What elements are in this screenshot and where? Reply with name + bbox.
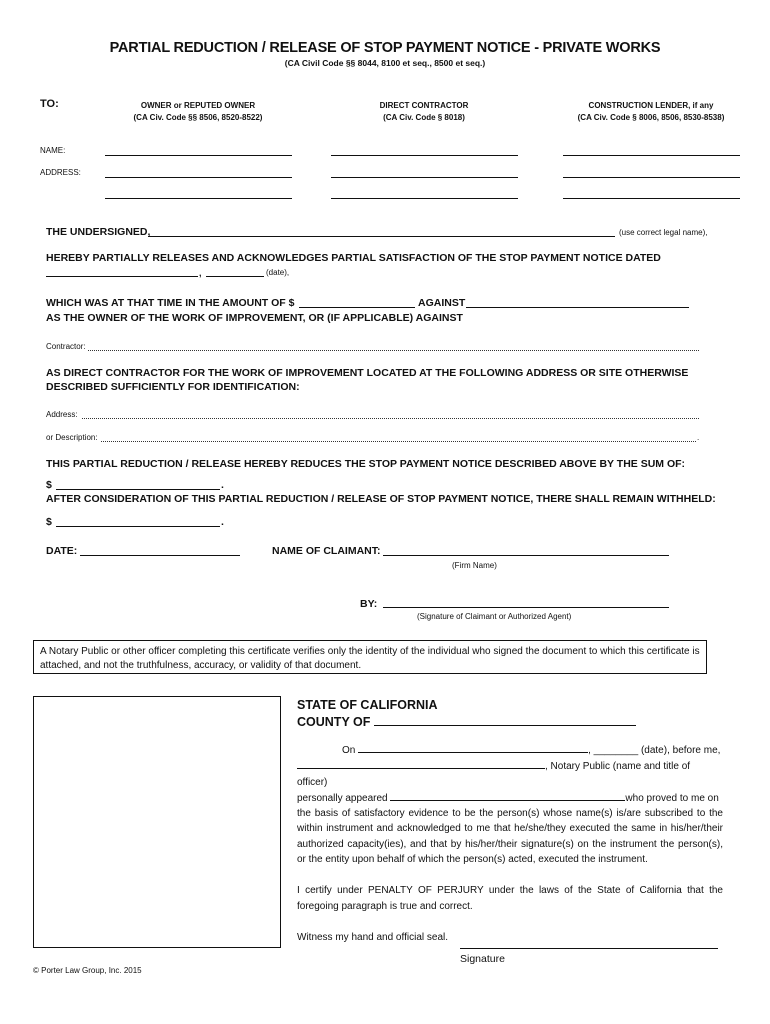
notary-venue [297, 697, 636, 731]
notary-notice-box [33, 640, 707, 674]
against-party-field[interactable] [466, 307, 689, 308]
signature-hint: (Signature of Claimant or Authorized Agent) [417, 612, 572, 621]
contractor-title: DIRECT CONTRACTOR [379, 101, 469, 110]
reduction-period: . [221, 479, 224, 491]
site-address-label: Address: [46, 410, 78, 419]
lender-address-field[interactable] [563, 177, 740, 178]
appeared-name-field[interactable] [390, 790, 625, 801]
on-label: On [342, 745, 356, 756]
contractor-address-field-2[interactable] [331, 198, 518, 199]
site-description-field[interactable] [101, 441, 696, 442]
amount-prefix: WHICH WAS AT THAT TIME IN THE AMOUNT OF $ [46, 297, 295, 309]
hereby-statement: HEREBY PARTIALLY RELEASES AND ACKNOWLEDGES PARTIAL SATISFACTION OF THE STOP PAYMENT NOTICE DATED [46, 252, 661, 264]
name-label: NAME: [40, 146, 66, 155]
witness-statement: Witness my hand and official seal. [297, 931, 449, 943]
date-label: DATE: [46, 545, 78, 557]
description-period: . [697, 433, 700, 442]
address-label: ADDRESS: [40, 168, 81, 177]
on-line [297, 742, 723, 758]
date-hint: (date), [266, 268, 290, 277]
lender-title: CONSTRUCTION LENDER, if any [588, 101, 714, 110]
signature-label: Signature [460, 953, 505, 965]
county-label: COUNTY OF [297, 715, 371, 729]
withheld-amount-field[interactable] [56, 526, 220, 527]
perjury-paragraph: I certify under PENALTY OF PERJURY under the laws of the State of California that the foregoing paragraph is true and correct. [297, 885, 723, 912]
owner-address-field-2[interactable] [105, 198, 292, 199]
notary-notice-text: A Notary Public or other officer completing this certificate verifies only the identity of the individual who signed the document to which this certificate is attached, and not the truthfulness, accuracy, or validity of that document. [40, 646, 700, 671]
reduction-amount-field[interactable] [56, 489, 220, 490]
firm-name-hint: (Firm Name) [452, 561, 497, 570]
undersigned-label: THE UNDERSIGNED, [46, 226, 151, 238]
owner-address-field[interactable] [105, 177, 292, 178]
copyright-footer: © Porter Law Group, Inc. 2015 [33, 966, 142, 975]
notary-name-field[interactable] [297, 758, 545, 769]
undersigned-name-field[interactable] [148, 236, 615, 237]
contractor-code: (CA Civ. Code § 8018) [383, 113, 465, 122]
appeared-line [297, 790, 723, 806]
to-label: TO: [40, 98, 59, 110]
owner-code: (CA Civ. Code §§ 8506, 8520-8522) [133, 113, 263, 122]
contractor-field-label: Contractor: [46, 342, 86, 351]
document-subtitle: (CA Civil Code §§ 8044, 8100 et seq., 8500 et seq.) [284, 58, 486, 68]
direct-contractor-line-1: AS DIRECT CONTRACTOR FOR THE WORK OF IMPROVEMENT LOCATED AT THE FOLLOWING ADDRESS OR SITE OTHERWISE [46, 367, 689, 379]
contractor-field[interactable] [88, 350, 699, 351]
owner-name-field[interactable] [105, 155, 292, 156]
withheld-dollar-sign: $ [46, 516, 52, 528]
contractor-address-field[interactable] [331, 177, 518, 178]
signature-date-field[interactable] [80, 555, 240, 556]
notary-title-hint: , Notary Public (name and title of officer) [297, 761, 691, 788]
notary-signature-field[interactable] [460, 948, 718, 949]
acknowledgment-date-field[interactable] [358, 742, 588, 753]
site-address-field[interactable] [82, 418, 699, 419]
notary-name-line [297, 758, 723, 790]
by-label: BY: [360, 598, 378, 610]
after-consideration-statement: AFTER CONSIDERATION OF THIS PARTIAL REDUCTION / RELEASE OF STOP PAYMENT NOTICE, THERE SHALL REMAIN WITHHELD: [46, 493, 716, 505]
reduces-statement: THIS PARTIAL REDUCTION / RELEASE HEREBY REDUCES THE STOP PAYMENT NOTICE DESCRIBED ABOVE BY THE SUM OF: [46, 458, 686, 470]
notice-date-field[interactable] [46, 276, 198, 277]
lender-heading [563, 100, 739, 124]
notary-seal-box [33, 696, 281, 948]
direct-contractor-line-2: DESCRIBED SUFFICIENTLY FOR IDENTIFICATION: [46, 381, 300, 393]
appeared-label: personally appeared [297, 792, 388, 804]
notice-amount-field[interactable] [299, 307, 415, 308]
notice-date-year-field[interactable] [206, 276, 264, 277]
lender-name-field[interactable] [563, 155, 740, 156]
lender-address-field-2[interactable] [563, 198, 740, 199]
claimant-label: NAME OF CLAIMANT: [272, 545, 381, 557]
lender-code: (CA Civ. Code § 8006, 8506, 8530-8538) [577, 113, 725, 122]
county-field[interactable] [374, 715, 636, 726]
owner-or-against-line: AS THE OWNER OF THE WORK OF IMPROVEMENT, OR (IF APPLICABLE) AGAINST [46, 312, 463, 324]
claimant-name-field[interactable] [383, 555, 669, 556]
acknowledgment-paragraph [297, 742, 723, 945]
date-before-me: , ________ (date), before me, [588, 745, 721, 756]
legal-name-hint: (use correct legal name), [619, 228, 708, 237]
document-title: PARTIAL REDUCTION / RELEASE OF STOP PAYMENT NOTICE - PRIVATE WORKS [109, 40, 661, 56]
withheld-period: . [221, 516, 224, 528]
site-description-label: or Description: [46, 433, 98, 442]
proved-label: who proved to me on [625, 792, 719, 804]
reduction-dollar-sign: $ [46, 479, 52, 491]
claimant-signature-field[interactable] [383, 607, 669, 608]
evidence-paragraph: the basis of satisfactory evidence to be the person(s) whose name(s) is/are subscribed to the within instrument and acknowledged to me that he/she/they executed the same in his/her/their authorized capacity(ies), and that by his/her/their signature(s) on the instrument the person(s), or the entity upon behalf of which the person(s) acted, executed the instrument. [297, 808, 723, 866]
state-label: STATE OF CALIFORNIA [297, 698, 438, 712]
contractor-heading [331, 100, 517, 124]
owner-heading [105, 100, 291, 124]
against-label: AGAINST [418, 297, 466, 309]
contractor-name-field[interactable] [331, 155, 518, 156]
county-line [297, 714, 636, 731]
owner-title: OWNER or REPUTED OWNER [140, 101, 256, 110]
date-comma: , [199, 268, 202, 278]
